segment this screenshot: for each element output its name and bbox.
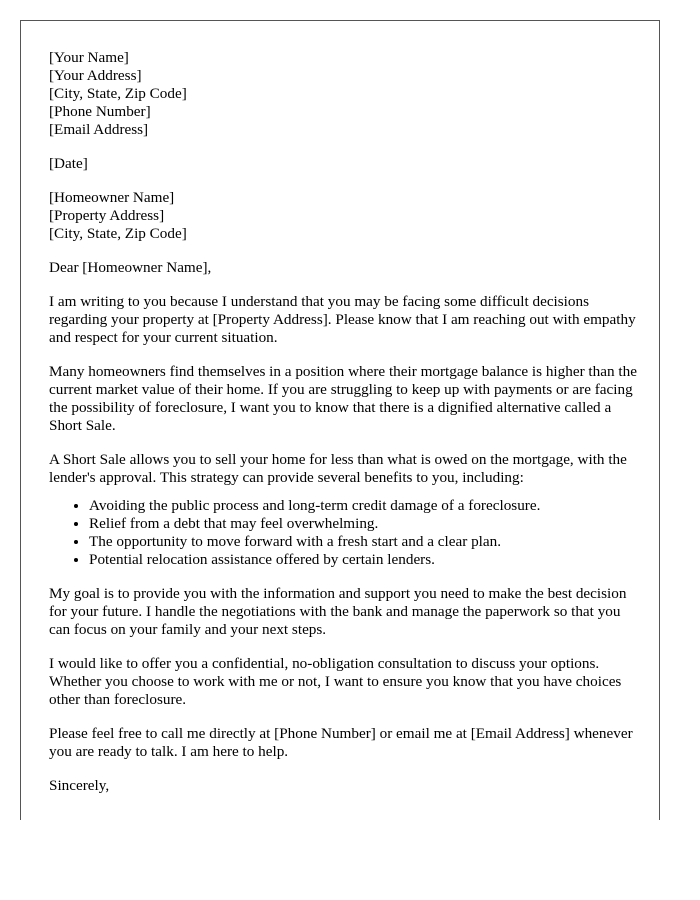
paragraph-intro: I am writing to you because I understand that you may be facing some difficult decisions regarding your property at [Property Address]. Please know that I am reaching out with empathy and respect for your current situation. [49,293,636,346]
sender-block [49,49,639,139]
benefit-item: • Relief from a debt that may feel overwhelming. [89,515,639,533]
benefits-list [49,497,639,569]
recipient-city-state-zip: [City, State, Zip Code] [49,225,187,242]
benefit-item: • The opportunity to move forward with a fresh start and a clear plan. [89,533,639,551]
letter-body [49,49,639,811]
recipient-address: [Property Address] [49,207,165,224]
sender-city-state-zip: [City, State, Zip Code] [49,85,187,102]
benefit-item: • Potential relocation assistance offered by certain lenders. [89,551,639,569]
salutation: Dear [Homeowner Name], [49,259,212,276]
paragraph-situation: Many homeowners find themselves in a position where their mortgage balance is higher than the current market value of their home. If you are struggling to keep up with payments or are facing the possibility of foreclosure, I want you to know that there is a dignified alternative called a Short Sale. [49,363,637,434]
sender-phone: [Phone Number] [49,103,151,120]
paragraph-short-sale: A Short Sale allows you to sell your home for less than what is owed on the mortgage, with the lender's approval. This strategy can provide several benefits to you, including: [49,451,627,486]
paragraph-consultation: I would like to offer you a confidential, no-obligation consultation to discuss your options. Whether you choose to work with me or not, I want to ensure you know that you have choices other than foreclosure. [49,655,622,708]
paragraph-goal: My goal is to provide you with the information and support you need to make the best decision for your future. I handle the negotiations with the bank and manage the paperwork so that you can focus on your family and your next steps. [49,585,627,638]
sender-name: [Your Name] [49,49,129,66]
sender-email: [Email Address] [49,121,149,138]
letter-date: [Date] [49,155,88,172]
signoff: Sincerely, [49,777,110,794]
recipient-block [49,189,639,243]
benefit-item: • Avoiding the public process and long-term credit damage of a foreclosure. [89,497,639,515]
letter-page [20,20,660,820]
paragraph-contact: Please feel free to call me directly at [Phone Number] or email me at [Email Address] whenever you are ready to talk. I am here to help. [49,725,633,760]
sender-address: [Your Address] [49,67,142,84]
recipient-name: [Homeowner Name] [49,189,175,206]
date-block [49,155,639,173]
